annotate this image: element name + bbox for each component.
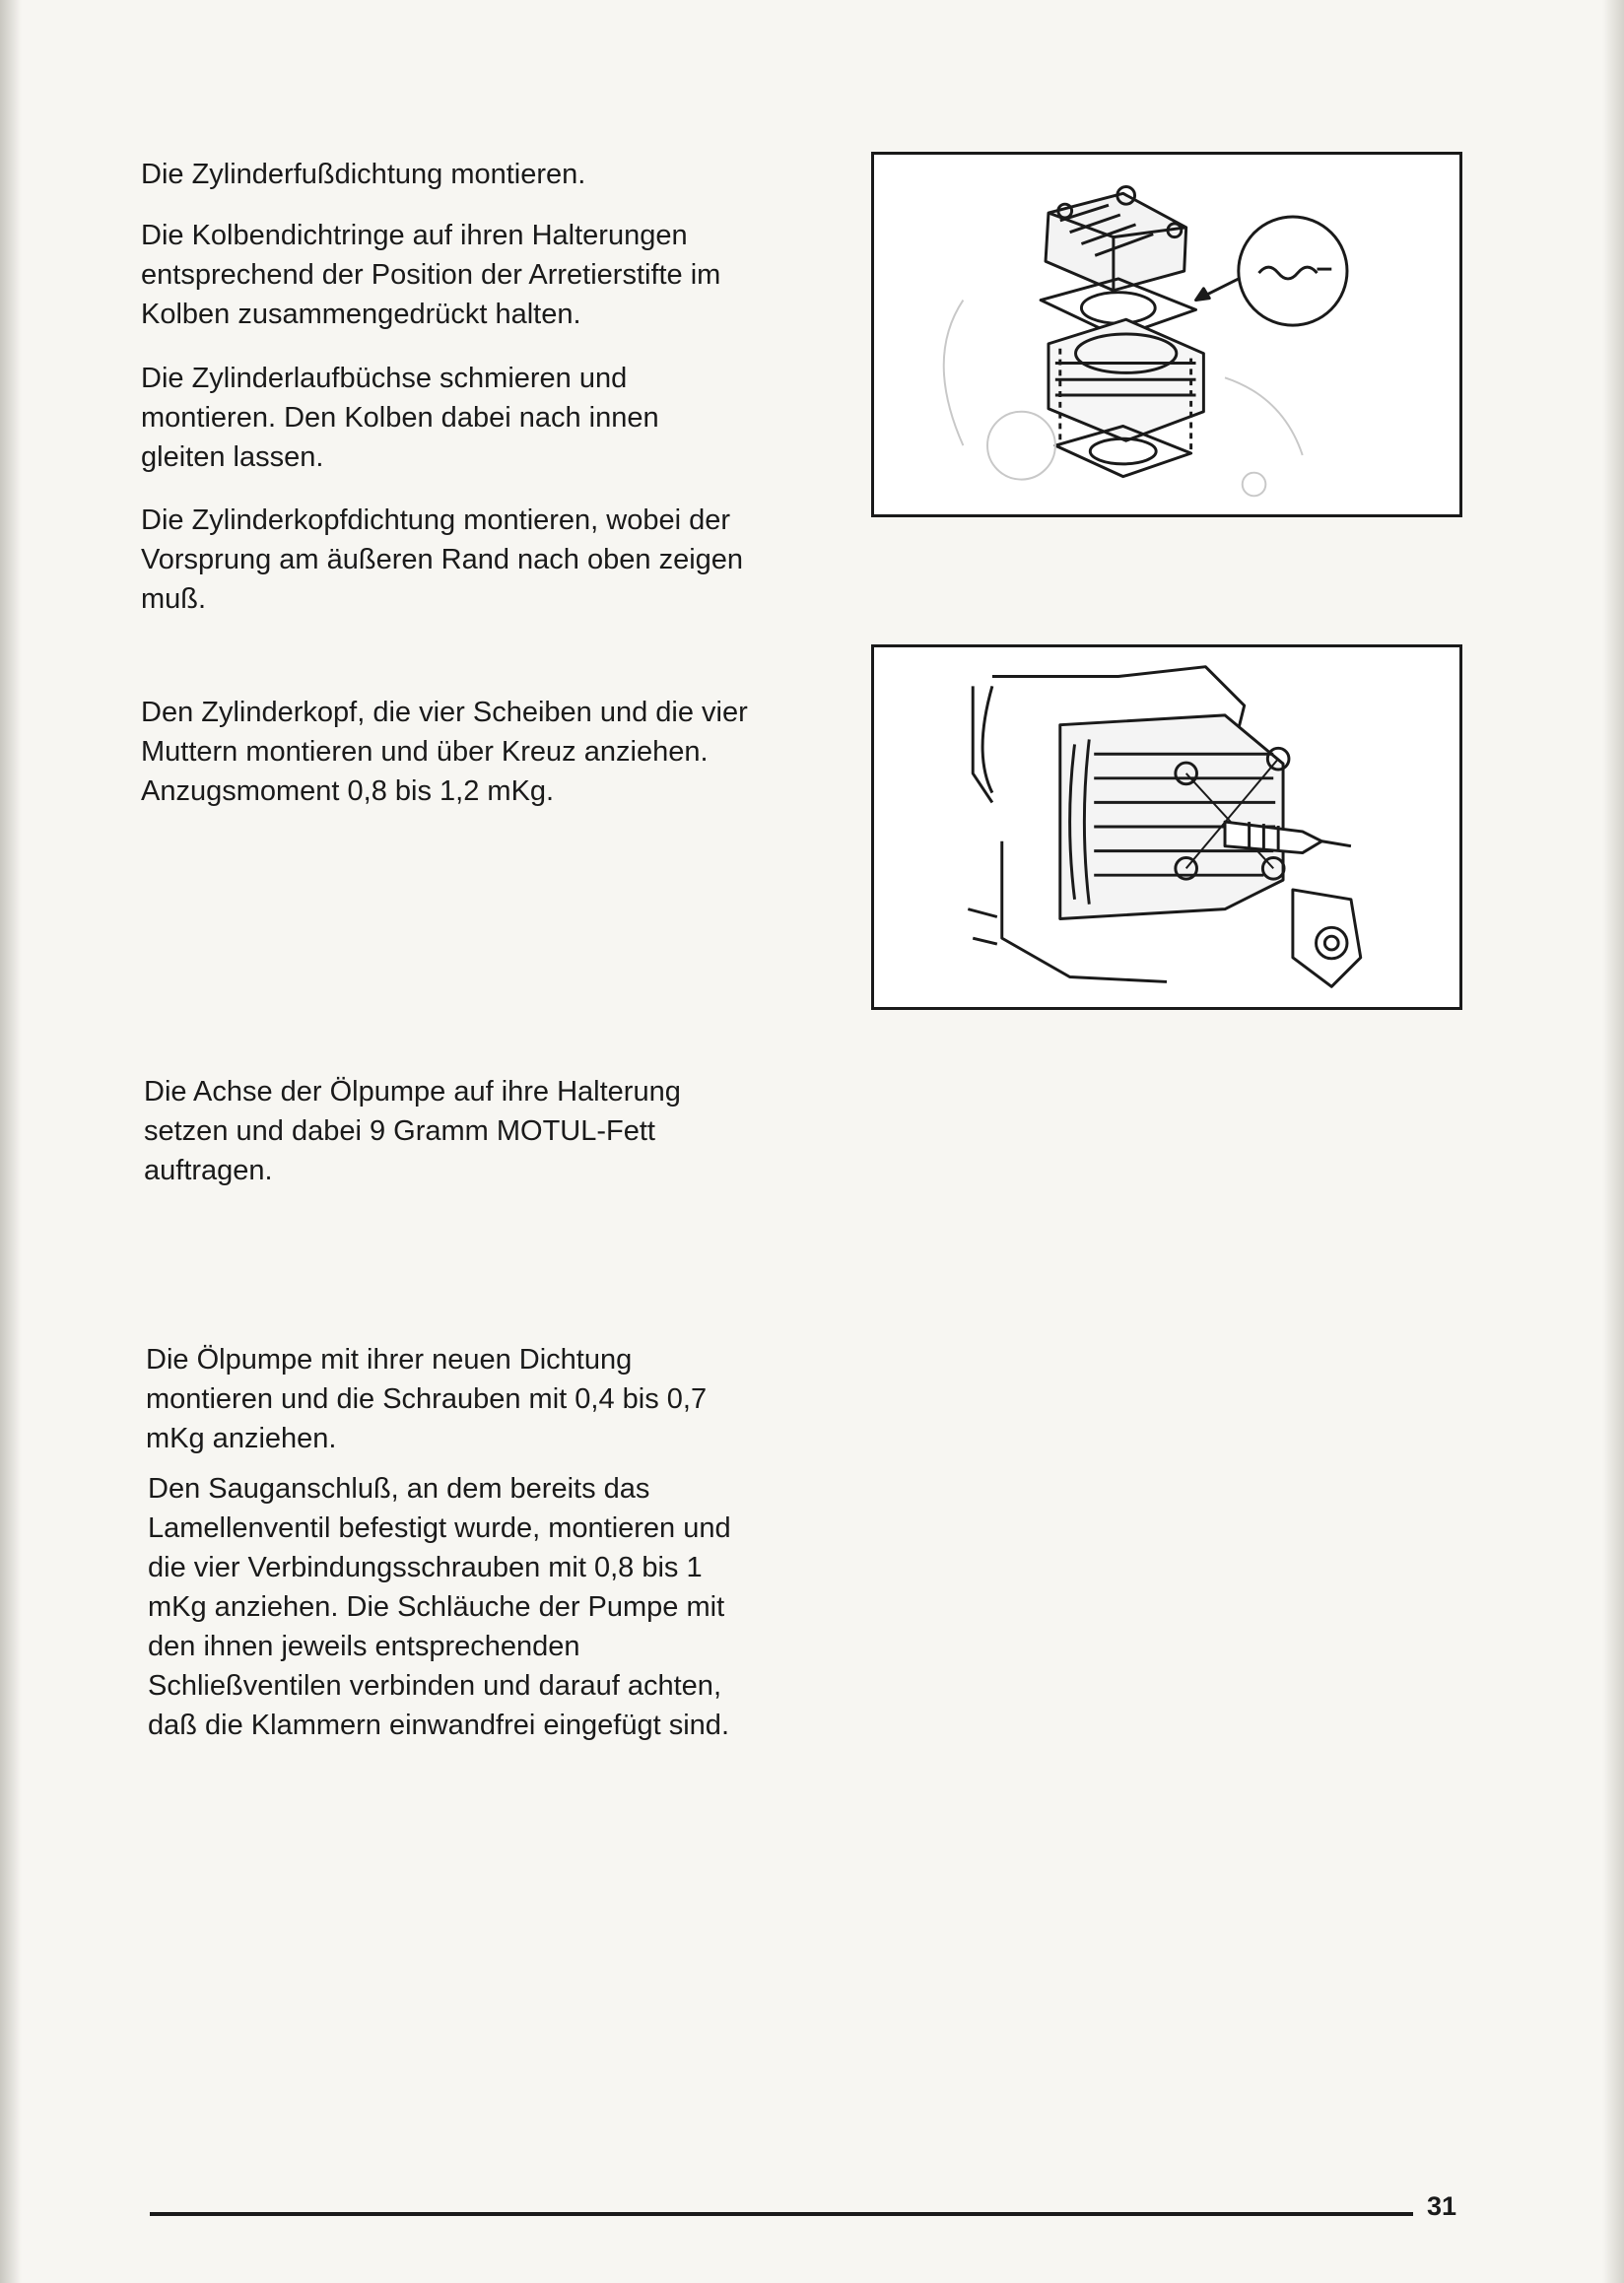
footer-rule (150, 2212, 1413, 2216)
text-line: mKg anziehen. Die Schläuche der Pumpe mit (148, 1591, 725, 1623)
text-line: Die Zylinderlaufbüchse schmieren und (141, 363, 628, 394)
paragraph-piston-rings (141, 216, 720, 334)
cylinder-head-figure (871, 644, 1462, 1010)
text-line: den ihnen jeweils entsprechenden (148, 1631, 580, 1662)
paragraph-intake-manifold (148, 1469, 731, 1745)
text-line: die vier Verbindungsschrauben mit 0,8 bis 1 (148, 1552, 703, 1583)
text-line: montieren und die Schrauben mit 0,4 bis 0,7 (146, 1383, 708, 1415)
text-line: setzen und dabei 9 Gramm MOTUL-Fett (144, 1115, 655, 1147)
text-line: Schließventilen verbinden und darauf achten, (148, 1670, 721, 1702)
paragraph-oil-pump (146, 1340, 707, 1458)
paragraph-head-gasket (141, 501, 743, 619)
text-line: Kolben zusammengedrückt halten. (141, 299, 581, 330)
text-line: daß die Klammern einwandfrei eingefügt sind. (148, 1710, 729, 1741)
text-line: muß. (141, 583, 207, 615)
text-line: Muttern montieren und über Kreuz anziehen. (141, 736, 709, 768)
text-line: Die Kolbendichtringe auf ihren Halterungen (141, 220, 688, 251)
text-line: Lamellenventil befestigt wurde, montieren und (148, 1512, 731, 1544)
page-edge-shadow-left (0, 0, 22, 2283)
paragraph-cylinder-base-gasket (141, 155, 585, 194)
cylinder-exploded-figure (871, 152, 1462, 517)
text-line: Die Ölpumpe mit ihrer neuen Dichtung (146, 1344, 633, 1376)
text-line: Anzugsmoment 0,8 bis 1,2 mKg. (141, 775, 555, 807)
text-line: mKg anziehen. (146, 1423, 337, 1454)
text-line: entsprechend der Position der Arretierstifte im (141, 259, 721, 291)
text-line: Die Zylinderfußdichtung montieren. (141, 159, 586, 190)
paragraph-cylinder-liner (141, 359, 659, 477)
page-edge-shadow-right (1602, 0, 1624, 2283)
page-number: 31 (1427, 2191, 1457, 2221)
text-line: Vorsprung am äußeren Rand nach oben zeigen (141, 544, 744, 575)
text-line: montieren. Den Kolben dabei nach innen (141, 402, 659, 434)
paragraph-cylinder-head (141, 693, 748, 811)
text-line: gleiten lassen. (141, 441, 324, 473)
text-line: Die Zylinderkopfdichtung montieren, wobei der (141, 504, 731, 536)
text-line: auftragen. (144, 1155, 273, 1186)
text-line: Den Zylinderkopf, die vier Scheiben und die vier (141, 697, 748, 728)
text-line: Den Sauganschluß, an dem bereits das (148, 1473, 650, 1505)
paragraph-oil-pump-axle (144, 1072, 681, 1190)
text-line: Die Achse der Ölpumpe auf ihre Halterung (144, 1076, 681, 1108)
